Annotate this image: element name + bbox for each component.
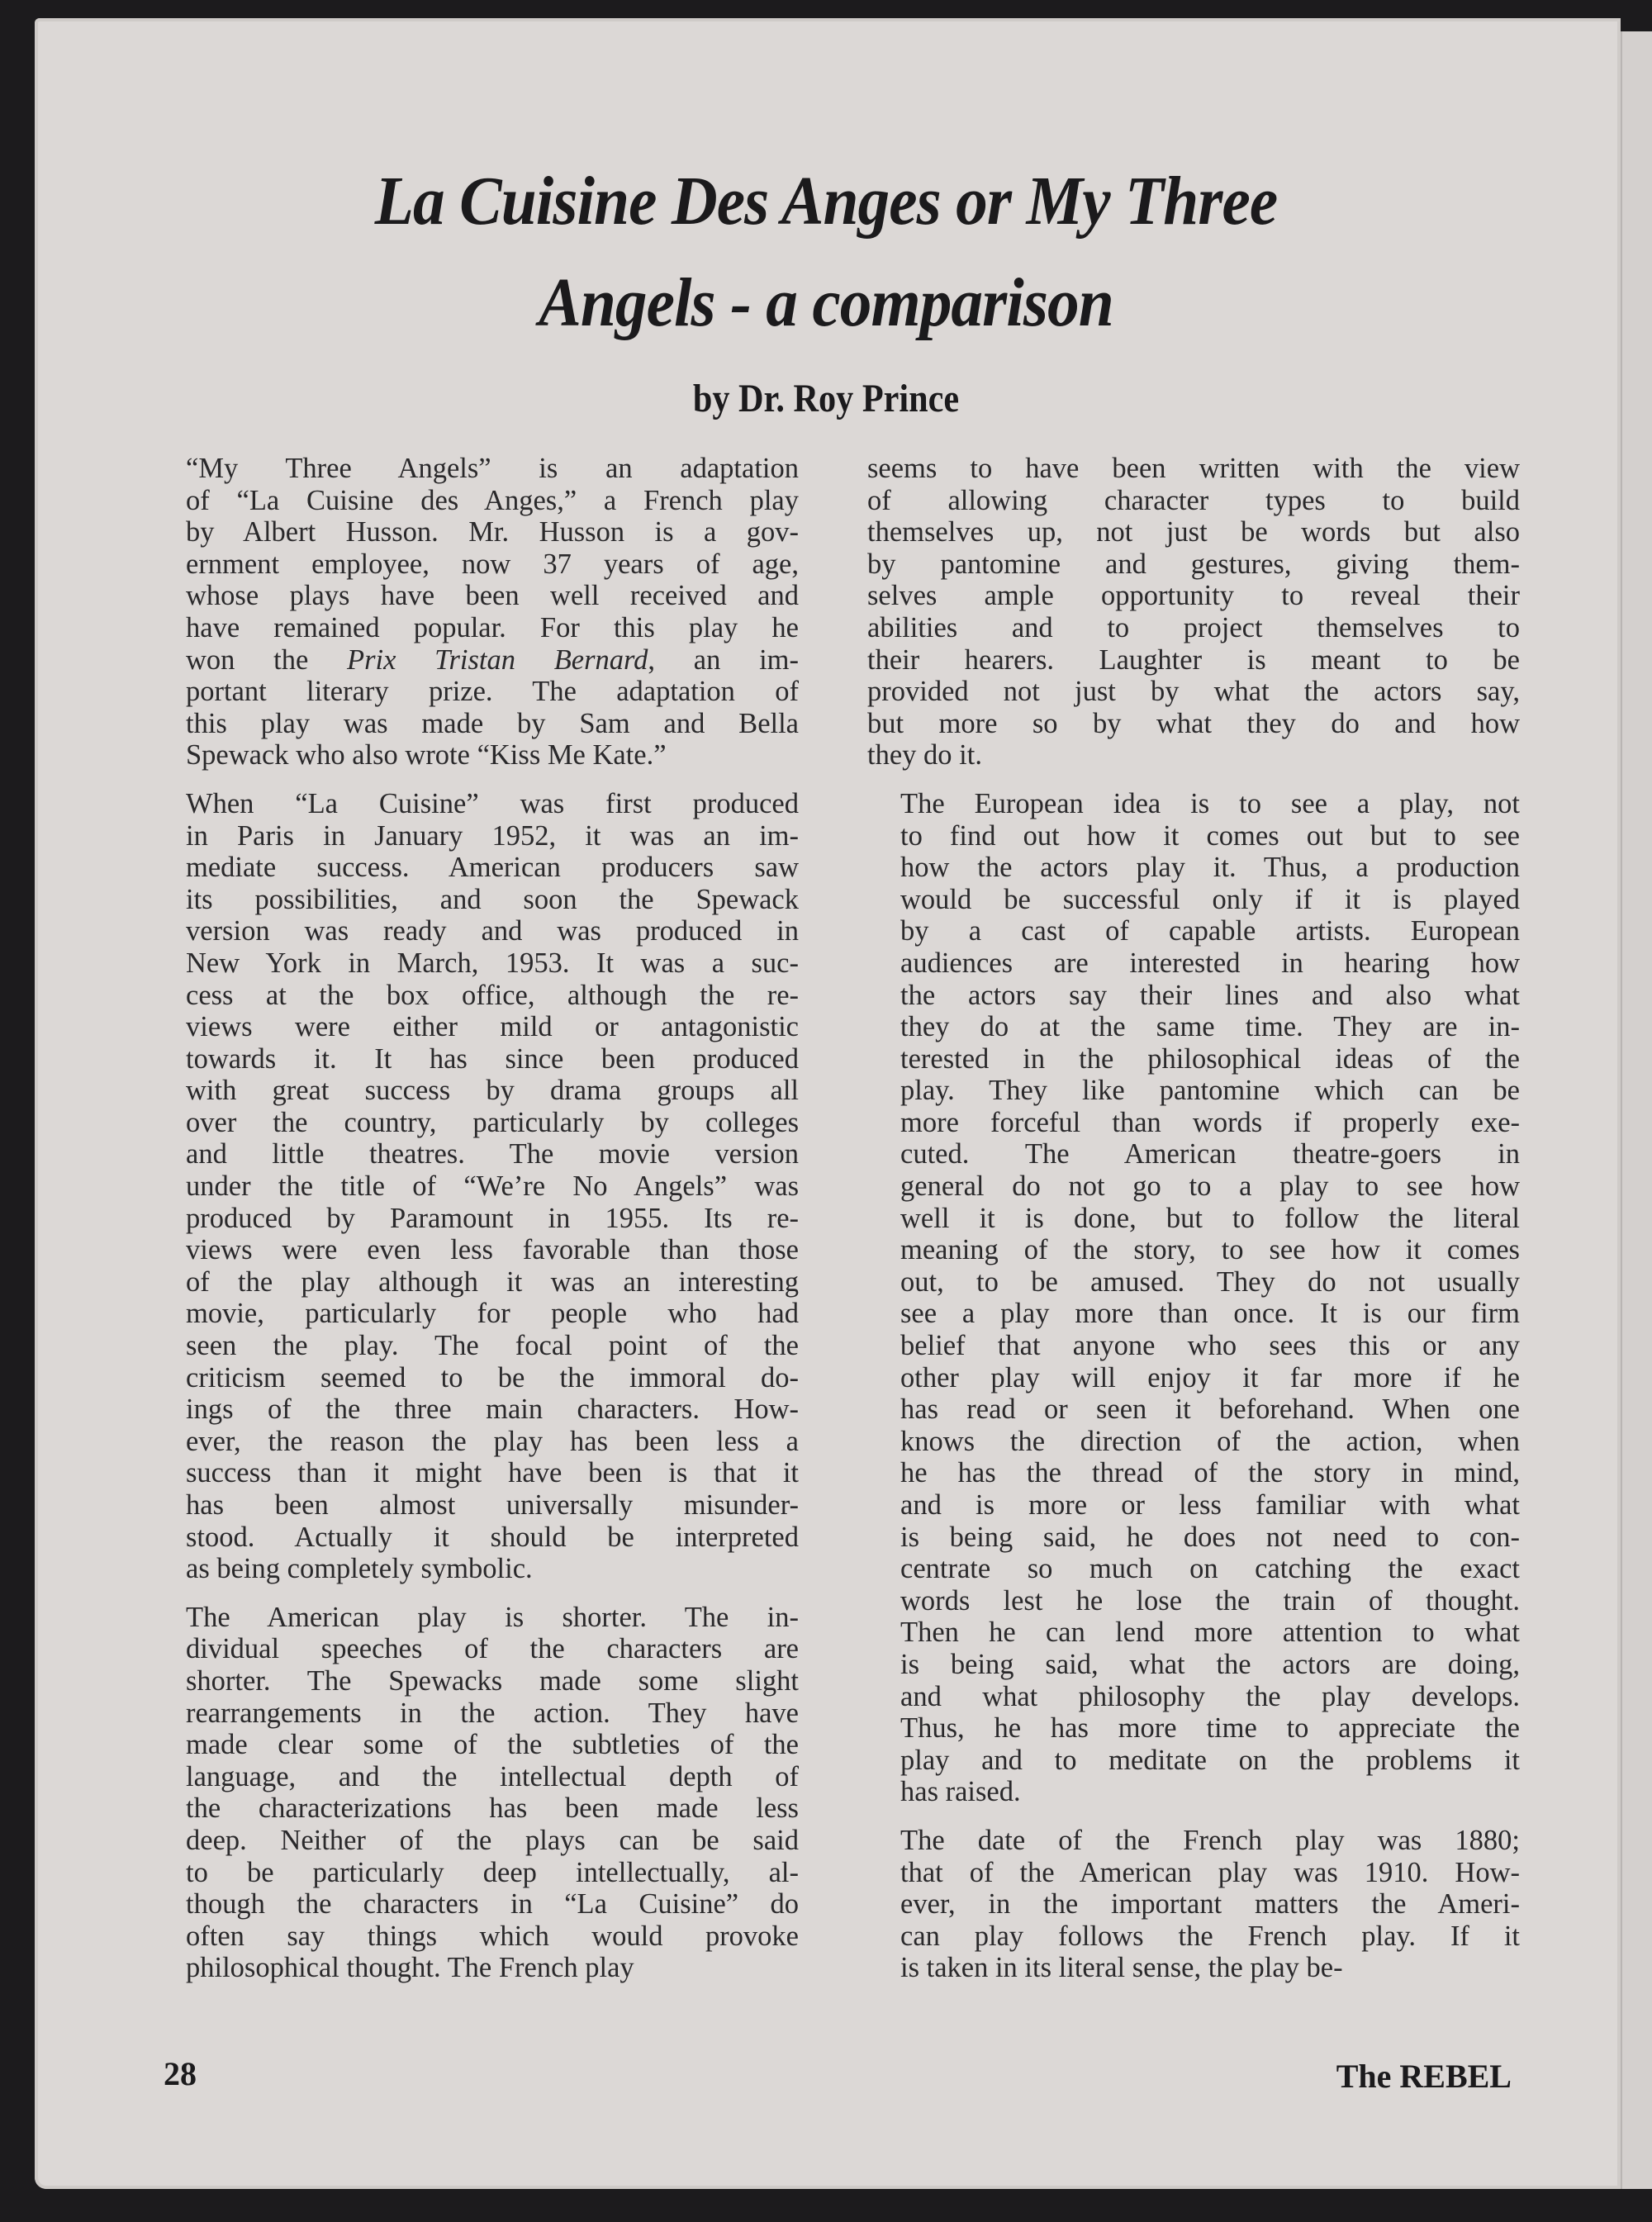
text-line: dividual speeches of the characters are [186, 1633, 799, 1665]
article-title-line-1: La Cuisine Des Anges or My Three [374, 163, 1278, 240]
text-line: its possibilities, and soon the Spewack [186, 883, 799, 915]
text-line: the characterizations has been made less [186, 1792, 799, 1825]
text-line: centrate so much on catching the exact [900, 1553, 1520, 1585]
publication-name: The REBEL [1336, 2058, 1512, 2095]
text-line: whose plays have been well received and [186, 580, 799, 612]
text-line: The European idea is to see a play, not [900, 787, 1520, 819]
text-line: under the title of “We’re No Angels” was [186, 1170, 799, 1203]
text-line: and what philosophy the play develops. [900, 1680, 1520, 1712]
text-line: as being completely symbolic. [186, 1553, 533, 1585]
text-line: won the Prix Tristan Bernard, an im- [186, 643, 799, 676]
text-line: When “La Cuisine” was first produced [186, 787, 799, 819]
right-column [867, 453, 1520, 2001]
text-line: terested in the philosophical ideas of the [900, 1042, 1520, 1075]
text-line: he has the thread of the story in mind, [900, 1457, 1520, 1489]
text-line: belief that anyone who sees this or any [900, 1330, 1520, 1362]
text-line: Thus, he has more time to appreciate the [900, 1712, 1520, 1745]
text-line: well it is done, but to follow the literal [900, 1202, 1520, 1234]
text-line: cess at the box office, although the re- [186, 979, 799, 1011]
prize-name: Prix Tristan Bernard [347, 643, 648, 676]
text-line: by pantomine and gestures, giving them- [867, 548, 1520, 580]
text-line: the actors say their lines and also what [900, 979, 1520, 1011]
text-line: is taken in its literal sense, the play be- [900, 1952, 1343, 1984]
text-line: views were even less favorable than those [186, 1234, 799, 1266]
text-line: knows the direction of the action, when [900, 1425, 1520, 1457]
adjacent-page-edge [1622, 31, 1652, 2189]
text-line: to find out how it comes out but to see [900, 819, 1520, 852]
text-line: Then he can lend more attention to what [900, 1617, 1520, 1649]
text-line: by a cast of capable artists. European [900, 915, 1520, 947]
text-line: The American play is shorter. The in- [186, 1601, 799, 1633]
text-line: how the actors play it. Thus, a production [900, 852, 1520, 884]
text-line: to be particularly deep intellectually, al- [186, 1856, 799, 1888]
text-line: provided not just by what the actors say, [867, 676, 1520, 708]
text-line: “My Three Angels” is an adaptation [186, 453, 799, 484]
text-line: ever, in the important matters the Ameri- [900, 1888, 1520, 1921]
text-line: is being said, what the actors are doing, [900, 1648, 1520, 1680]
text-line: has raised. [900, 1776, 1021, 1808]
text-line: in Paris in January 1952, it was an im- [186, 819, 799, 852]
text-line: meaning of the story, to see how it comes [900, 1234, 1520, 1266]
text-line: of the play although it was an interesting [186, 1265, 799, 1298]
text-line: ever, the reason the play has been less a [186, 1425, 799, 1457]
article-byline: by Dr. Roy Prince [692, 377, 960, 420]
text-line: ernment employee, now 37 years of age, [186, 548, 799, 580]
text-line: seems to have been written with the view [867, 453, 1520, 484]
text-line: see a play more than once. It is our firm [900, 1298, 1520, 1330]
paragraph [153, 453, 799, 772]
text-line: selves ample opportunity to reveal their [867, 580, 1520, 612]
text-line: often say things which would provoke [186, 1920, 799, 1952]
text-line: rearrangements in the action. They have [186, 1697, 799, 1729]
text-line: The date of the French play was 1880; [900, 1824, 1520, 1856]
text-line: views were either mild or antagonistic [186, 1011, 799, 1043]
text-line: and is more or less familiar with what [900, 1489, 1520, 1521]
text-line: has been almost universally misunder- [186, 1489, 799, 1521]
text-line: they do it. [867, 739, 982, 772]
text-line: cuted. The American theatre-goers in [900, 1138, 1520, 1170]
text-line: ings of the three main characters. How- [186, 1393, 799, 1426]
text-line: New York in March, 1953. It was a suc- [186, 947, 799, 979]
text-line: of “La Cuisine des Anges,” a French play [186, 484, 799, 516]
text-line: shorter. The Spewacks made some slight [186, 1664, 799, 1697]
text-line: criticism seemed to be the immoral do- [186, 1361, 799, 1393]
text-line: out, to be amused. They do not usually [900, 1265, 1520, 1298]
text-line: can play follows the French play. If it [900, 1920, 1520, 1952]
text-line: themselves up, not just be words but also [867, 516, 1520, 548]
text-line: by Albert Husson. Mr. Husson is a gov- [186, 516, 799, 548]
text-line: other play will enjoy it far more if he [900, 1361, 1520, 1393]
text-line: has read or seen it beforehand. When one [900, 1393, 1520, 1426]
text-line: produced by Paramount in 1955. Its re- [186, 1202, 799, 1234]
paragraph [153, 1602, 799, 1984]
text-line: but more so by what they do and how [867, 707, 1520, 739]
text-line: stood. Actually it should be interpreted [186, 1521, 799, 1553]
text-line: and little theatres. The movie version [186, 1138, 799, 1170]
text-line: abilities and to project themselves to [867, 611, 1520, 643]
text-line: play and to meditate on the problems it [900, 1744, 1520, 1776]
left-column [153, 453, 799, 2001]
text-line: mediate success. American producers saw [186, 852, 799, 884]
text-line: would be successful only if it is played [900, 883, 1520, 915]
text-line: is being said, he does not need to con- [900, 1521, 1520, 1553]
text-line: version was ready and was produced in [186, 915, 799, 947]
page-number: 28 [164, 2055, 197, 2092]
text-line: language, and the intellectual depth of [186, 1760, 799, 1792]
paragraph [867, 453, 1520, 772]
text-line: seen the play. The focal point of the [186, 1330, 799, 1362]
text-line: philosophical thought. The French play [186, 1952, 634, 1984]
article-title-line-2: Angels - a comparison [539, 264, 1113, 341]
text-line: towards it. It has since been produced [186, 1042, 799, 1075]
text-line: this play was made by Sam and Bella [186, 707, 799, 739]
text-line: play. They like pantomine which can be [900, 1075, 1520, 1107]
text-line: with great success by drama groups all [186, 1075, 799, 1107]
text-line: that of the American play was 1910. How- [900, 1856, 1520, 1888]
text-line: have remained popular. For this play he [186, 611, 799, 643]
text-line: their hearers. Laughter is meant to be [867, 643, 1520, 676]
text-line: audiences are interested in hearing how [900, 947, 1520, 979]
text-line: they do at the same time. They are in- [900, 1011, 1520, 1043]
text-line: more forceful than words if properly exe- [900, 1106, 1520, 1138]
text-line: movie, particularly for people who had [186, 1298, 799, 1330]
text-line: made clear some of the subtleties of the [186, 1729, 799, 1761]
text-line: words lest he lose the train of thought. [900, 1584, 1520, 1617]
text-line: though the characters in “La Cuisine” do [186, 1888, 799, 1921]
text-line: Spewack who also wrote “Kiss Me Kate.” [186, 739, 667, 772]
text-line: general do not go to a play to see how [900, 1170, 1520, 1203]
paragraph [867, 788, 1520, 1808]
text-line: deep. Neither of the plays can be said [186, 1824, 799, 1856]
text-line: success than it might have been is that it [186, 1457, 799, 1489]
paragraph [867, 1825, 1520, 1984]
text-line: of allowing character types to build [867, 484, 1520, 516]
text-line: over the country, particularly by colleges [186, 1106, 799, 1138]
paragraph [153, 788, 799, 1585]
text-line: portant literary prize. The adaptation of [186, 676, 799, 708]
